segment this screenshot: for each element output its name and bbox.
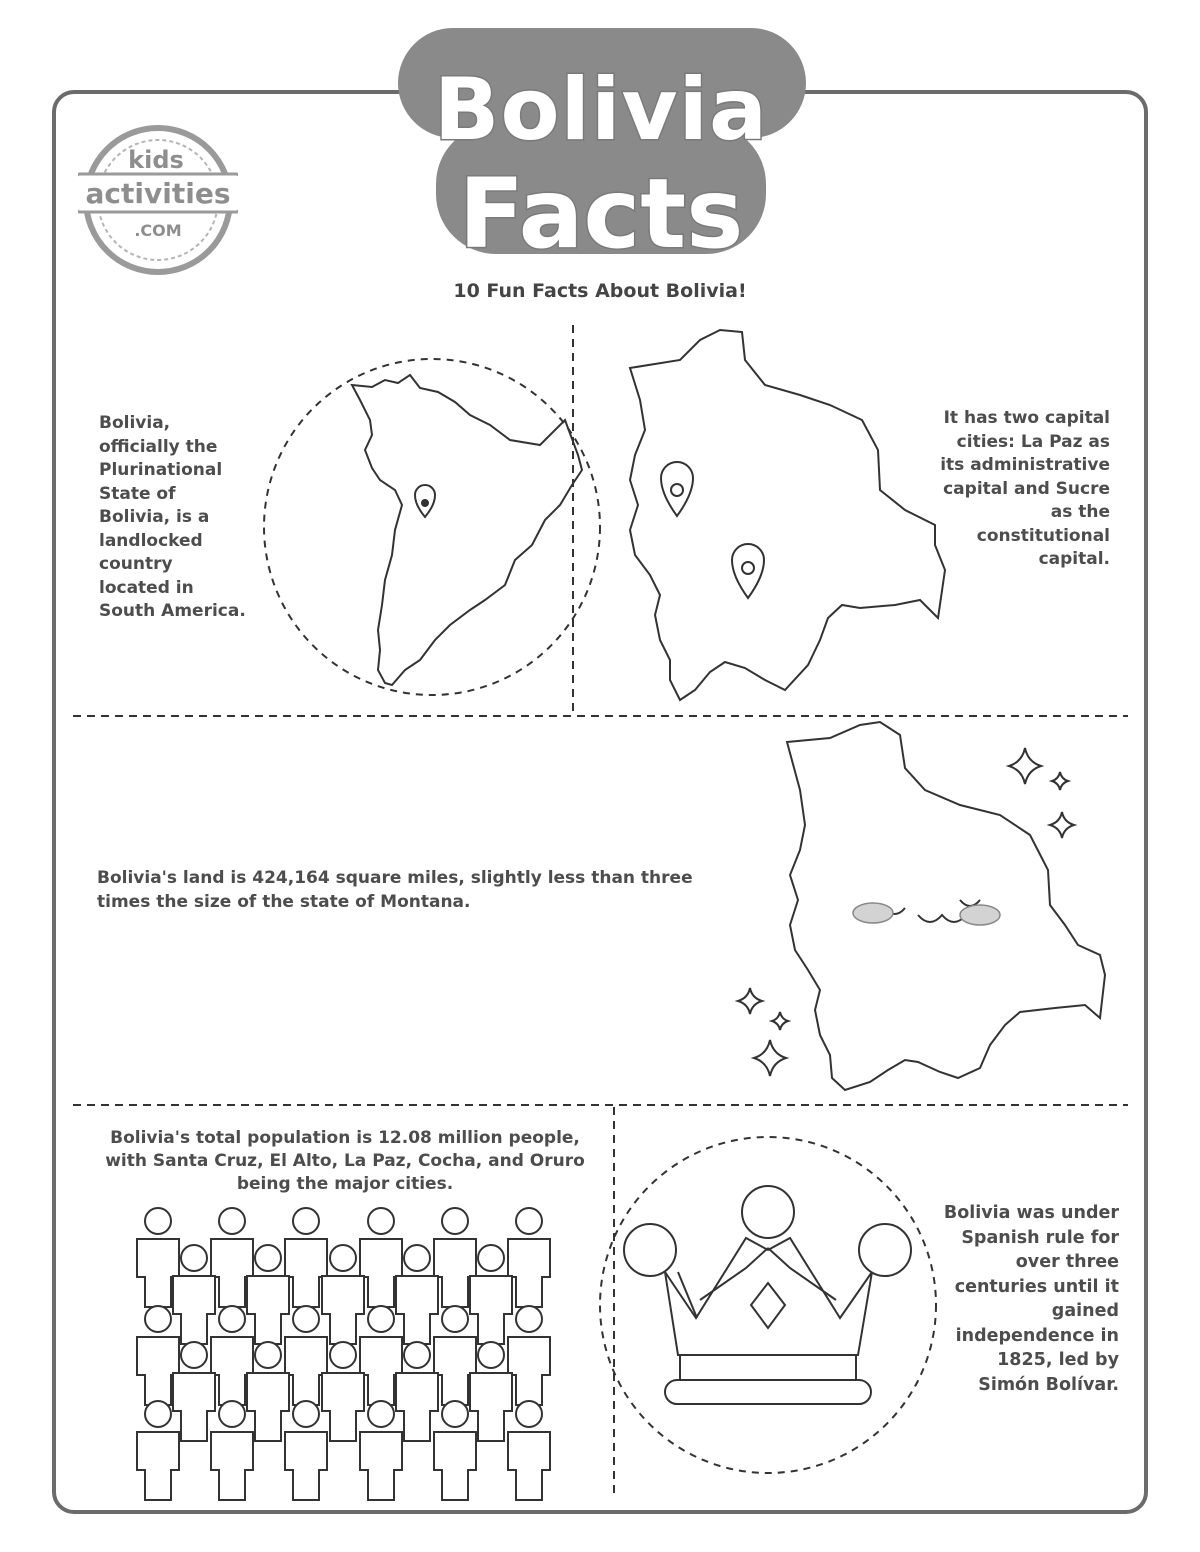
sparkle-icons bbox=[738, 748, 1074, 1076]
logo-line-1: kids bbox=[128, 146, 184, 174]
person-icon bbox=[508, 1208, 550, 1307]
bolivia-map-pins-icon bbox=[630, 330, 945, 700]
logo-line-2: activities bbox=[85, 177, 231, 210]
person-icon bbox=[285, 1401, 327, 1500]
person-icon bbox=[137, 1401, 179, 1500]
logo-line-3: .COM bbox=[134, 221, 182, 240]
subtitle: 10 Fun Facts About Bolivia! bbox=[453, 280, 747, 302]
fact-3: Bolivia's land is 424,164 square miles, slightly less than three times the size of the state of Montana. bbox=[97, 868, 693, 912]
person-icon bbox=[508, 1401, 550, 1500]
person-icon bbox=[434, 1401, 476, 1500]
people-crowd-icon bbox=[137, 1208, 550, 1500]
person-icon bbox=[285, 1306, 327, 1405]
globe-icon bbox=[264, 359, 600, 695]
fact-2: It has two capital cities: La Paz as its administrative capital and Sucre as the constitutional capital. bbox=[940, 408, 1110, 569]
person-icon bbox=[285, 1208, 327, 1307]
fact-1: Bolivia, officially the Plurinational State of Bolivia, is a landlocked country located in South America. bbox=[99, 413, 246, 621]
person-icon bbox=[322, 1342, 364, 1441]
person-icon bbox=[211, 1401, 253, 1500]
person-icon bbox=[360, 1401, 402, 1500]
person-icon bbox=[322, 1245, 364, 1344]
title-line-2: Facts bbox=[458, 158, 744, 270]
fact-5: Bolivia was under Spanish rule for over three centuries until it gained independence in 1825, led by Simón Bolívar. bbox=[943, 1203, 1119, 1395]
fact-4: Bolivia's total population is 12.08 million people, with Santa Cruz, El Alto, La Paz, Cocha, and Oruro being the major cities. bbox=[105, 1128, 585, 1194]
crown-icon bbox=[600, 1137, 936, 1473]
person-icon bbox=[508, 1306, 550, 1405]
title-line-1: Bolivia bbox=[433, 60, 769, 160]
